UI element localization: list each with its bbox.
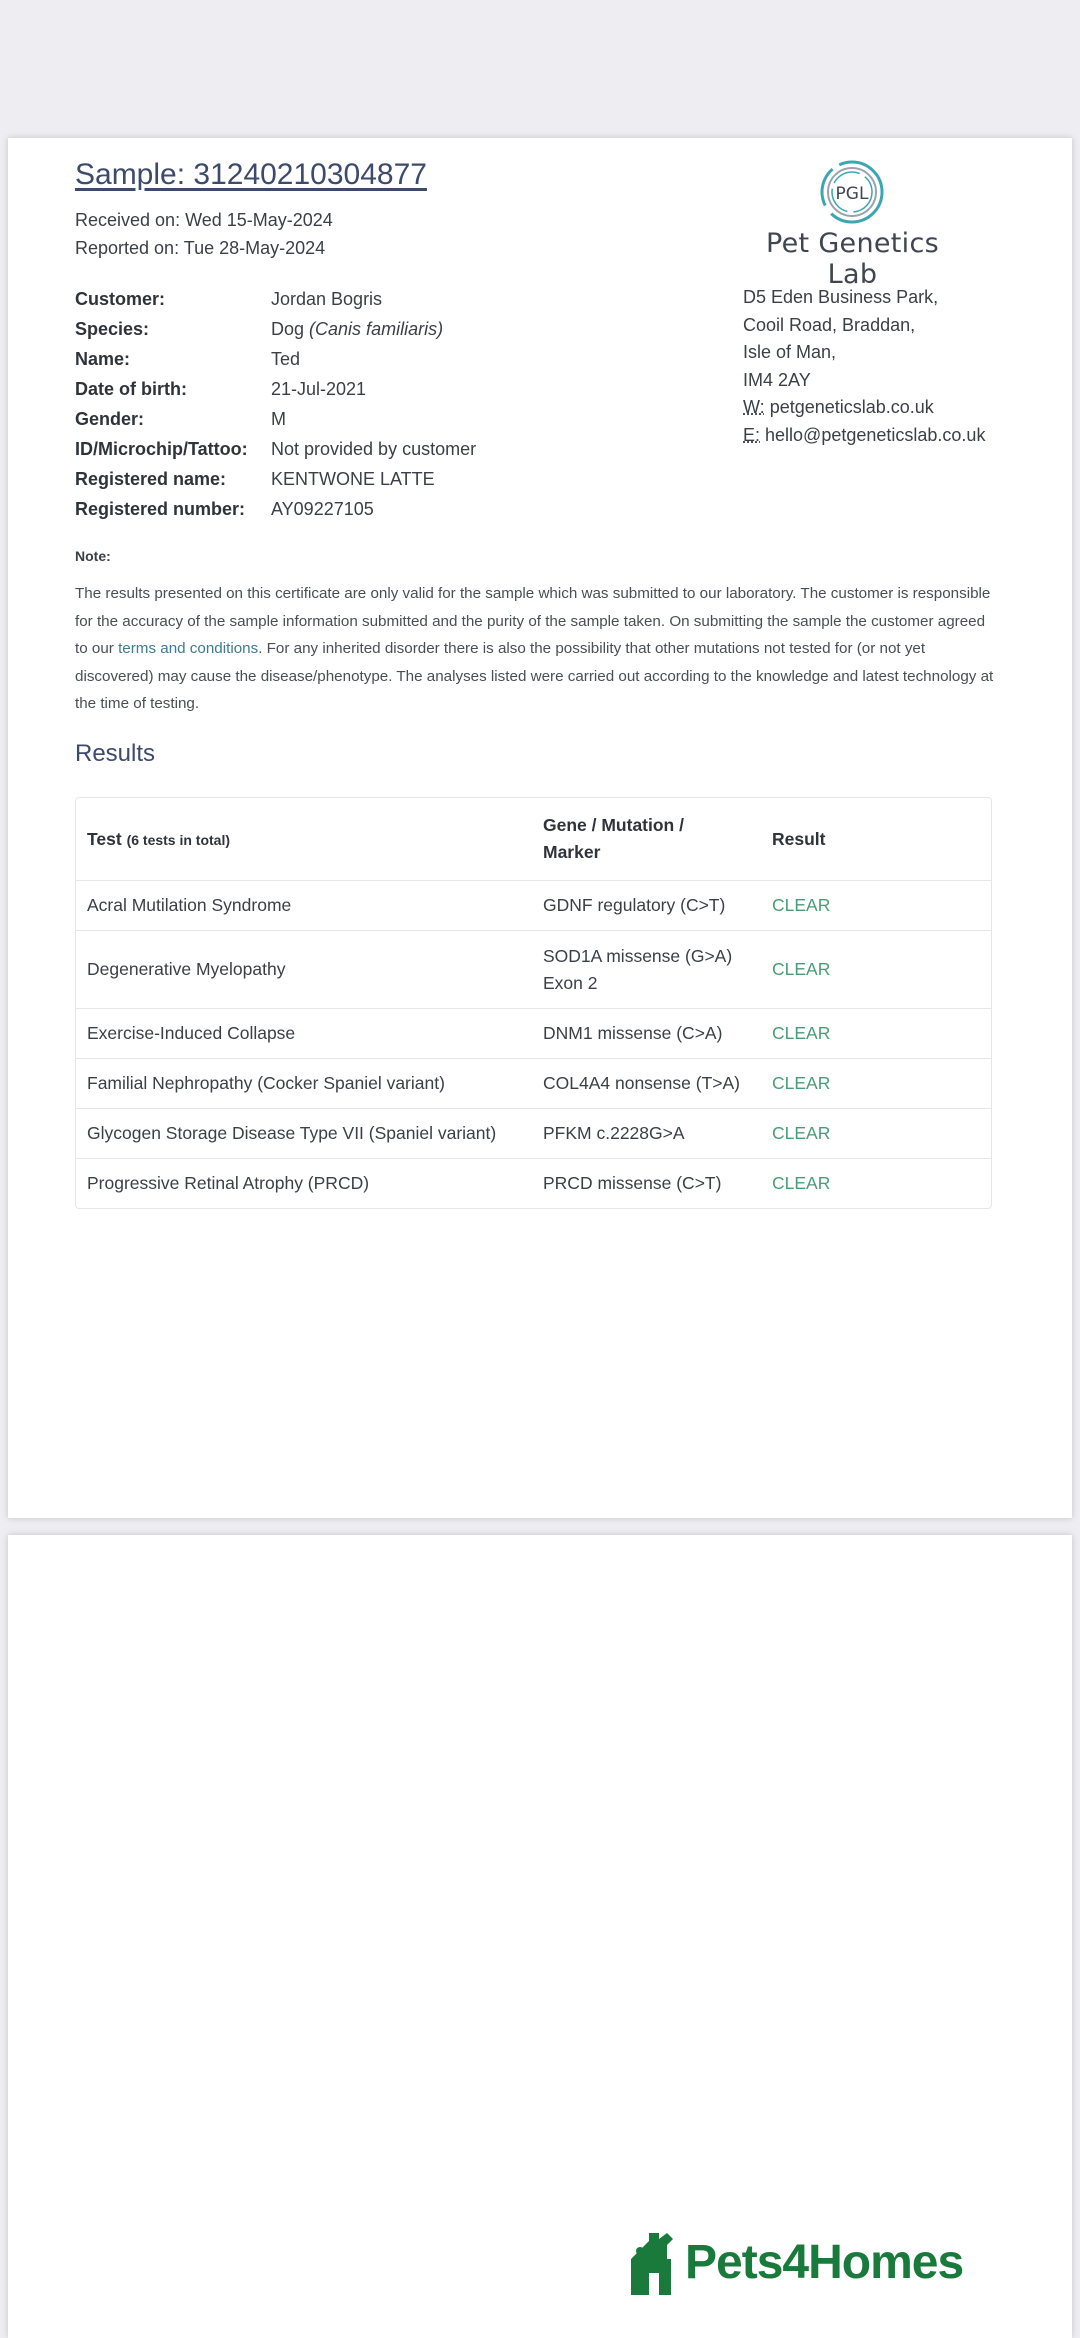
pets4homes-watermark [627, 2225, 1007, 2305]
results-table [75, 797, 992, 1209]
table-row: Glycogen Storage Disease Type VII (Spaniel variant) PFKM c.2228G>A CLEAR [76, 1108, 991, 1158]
result-clear: CLEAR [772, 959, 831, 979]
info-row: ID/Microchip/Tattoo: Not provided by customer [75, 439, 477, 459]
table-row: Acral Mutilation Syndrome GDNF regulatory (C>T) CLEAR [76, 880, 991, 930]
table-row: Familial Nephropathy (Cocker Spaniel variant) COL4A4 nonsense (T>A) CLEAR [76, 1058, 991, 1108]
table-row: Degenerative Myelopathy SOD1A missense (G>A) Exon 2 CLEAR [76, 930, 991, 1008]
info-row: Registered name: KENTWONE LATTE [75, 469, 435, 489]
result-clear: CLEAR [772, 1023, 831, 1043]
sample-info [75, 284, 476, 524]
terms-link[interactable]: terms and conditions [118, 640, 259, 657]
info-row: Species: Dog (Canis familiaris) [75, 319, 444, 339]
pgl-badge-icon [745, 160, 965, 230]
info-row: Registered number: AY09227105 [75, 499, 374, 519]
note-text: The results presented on this certificate are only valid for the sample which was submitted to our laboratory. The customer is responsible for the accuracy of the sample information submitted and the purity of the sample taken. On submitting the sample the customer agreed to our terms and conditions. For any inherited disorder there is also the possibility that other mutations not tested for (or not yet discovered) may cause the disease/phenotype. The analyses listed were carried out according to the knowledge and latest technology at the time of testing. [75, 585, 994, 712]
received-date: Received on: Wed 15-May-2024 [75, 210, 333, 230]
pet-genetics-lab-logo [745, 160, 965, 290]
table-header: Test (6 tests in total) Gene / Mutation / Marker Result [87, 815, 826, 862]
logo-name: Pet Genetics Lab [766, 228, 939, 290]
sample-title: Sample: 31240210304877 [75, 158, 427, 191]
results-title: Results [75, 740, 156, 767]
result-clear: CLEAR [772, 1123, 831, 1143]
lab-address: D5 Eden Business Park, Cooil Road, Braddan, Isle of Man, IM4 2AY W: petgeneticslab.co.uk E: hello@petgeneticslab.co.uk [743, 284, 985, 449]
table-row: Exercise-Induced Collapse DNM1 missense (C>A) CLEAR [76, 1008, 991, 1058]
info-row: Date of birth: 21-Jul-2021 [75, 379, 367, 399]
info-row: Customer: Jordan Bogris [75, 289, 383, 309]
note-label: Note: [75, 548, 111, 564]
sample-dates [75, 206, 333, 262]
result-clear: CLEAR [772, 895, 831, 915]
pets4homes-house-icon [627, 2229, 687, 2299]
info-row: Gender: M [75, 409, 286, 429]
result-clear: CLEAR [772, 1173, 831, 1193]
logo-badge-text: PGL [835, 184, 869, 204]
lab-email[interactable]: E: hello@petgeneticslab.co.uk [743, 424, 986, 445]
table-row: Progressive Retinal Atrophy (PRCD) PRCD missense (C>T) CLEAR [76, 1158, 991, 1208]
result-clear: CLEAR [772, 1073, 831, 1093]
reported-date: Reported on: Tue 28-May-2024 [75, 238, 326, 258]
certificate-page-2 [8, 1535, 1072, 2338]
pets4homes-text: Pets4Homes [685, 2236, 964, 2289]
info-row: Name: Ted [75, 349, 301, 369]
lab-website[interactable]: W: petgeneticslab.co.uk [743, 397, 934, 417]
